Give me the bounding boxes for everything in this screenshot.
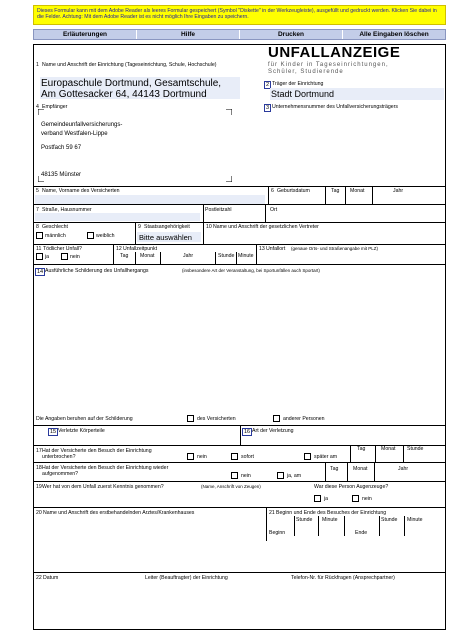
staatsangehoerigkeit-label: Staatsangehörigkeit: [144, 224, 190, 230]
unfallort-hint: (genaue Orts- und Straßenangabe mit PLZ): [291, 246, 379, 251]
maennlich-label: männlich: [45, 233, 66, 239]
maennlich-checkbox[interactable]: [36, 232, 43, 239]
ende-stunde: Stunde: [381, 517, 398, 523]
datum-label: Datum: [43, 575, 59, 581]
form-title: UNFALLANZEIGE: [268, 44, 401, 61]
field-number-8: 8: [36, 224, 39, 230]
geburtsdatum-monat: Monat: [350, 188, 365, 194]
staatsangehoerigkeit-value: Bitte auswählen: [139, 233, 192, 242]
unfallort-label: Unfallort: [266, 246, 286, 252]
geschlecht-label: Geschlecht: [42, 224, 68, 230]
schilderung-versicherter-checkbox[interactable]: [187, 415, 194, 422]
empfaenger-line4: 48135 Münster: [41, 172, 82, 178]
ende-label: Ende: [355, 530, 368, 536]
augenzeuge-ja-label: ja: [324, 496, 329, 502]
wiederaufgenommen-jahr: Jahr: [398, 466, 409, 472]
kenntnis-label: Wer hat von dem Unfall zuerst Kenntnis genommen?: [42, 484, 164, 490]
angaben-beruhen-label: Die Angaben beruhen auf der Schilderung: [36, 416, 133, 422]
empfaenger-label: Empfänger: [42, 104, 68, 110]
empfaenger-line3: Postfach 59 67: [41, 145, 82, 151]
field-number-2: 2: [266, 82, 270, 88]
field-number-5: 5: [36, 188, 39, 194]
schilderung-field[interactable]: [35, 276, 444, 412]
unterbrochen-monat: Monat: [381, 446, 396, 452]
field-number-1: 1: [36, 62, 39, 68]
unterbrochen-spaeter-label: später am: [314, 454, 338, 460]
vertreter-label: Name und Anschrift der gesetzlichen Vertreter: [213, 224, 319, 230]
corner-mark-top-left: [38, 109, 44, 115]
field-number-15: 15: [50, 429, 57, 435]
koerperteile-label: Verletzte Körperteile: [58, 428, 105, 434]
toedlicher-unfall-label: Tödlicher Unfall?: [43, 246, 82, 252]
unterbrochen-label: Hat der Versicherte den Besuch der Einrichtung unterbrochen?: [42, 448, 152, 460]
schilderung-andere-label: anderer Personen: [283, 416, 325, 422]
augenzeuge-nein-checkbox[interactable]: [352, 495, 359, 502]
unterbrochen-tag: Tag: [357, 446, 366, 452]
schilderung-versicherter-label: des Versicherten: [197, 416, 236, 422]
corner-mark-top-right: [226, 109, 232, 115]
field-number-10: 10: [206, 224, 212, 230]
field-number-12: 12: [116, 246, 122, 252]
unterbrochen-nein-checkbox[interactable]: [187, 453, 194, 460]
weiblich-checkbox[interactable]: [87, 232, 94, 239]
verletzungsart-label: Art der Verletzung: [252, 428, 294, 434]
field-number-11: 11: [36, 246, 42, 252]
telefon-label: Telefon-Nr. für Rückfragen (Ansprechpartner): [291, 575, 395, 581]
field-number-13: 13: [259, 246, 265, 252]
field-number-16: 16: [244, 429, 251, 435]
einrichtung-label: Name und Anschrift der Einrichtung (Tageseinrichtung, Schule, Hochschule): [42, 62, 217, 68]
toolbar: [33, 29, 446, 40]
name-field[interactable]: [35, 195, 265, 204]
schilderung-andere-checkbox[interactable]: [273, 415, 280, 422]
beginn-stunde: Stunde: [296, 517, 313, 523]
field-number-7: 7: [36, 207, 39, 213]
weiblich-label: weiblich: [96, 233, 115, 239]
field-number-18: 18: [36, 465, 42, 471]
geburtsdatum-label: Geburtsdatum: [277, 188, 310, 194]
beginn-label: Beginn: [269, 530, 286, 536]
wiederaufgenommen-monat: Monat: [353, 466, 368, 472]
unfallzeitpunkt-label: Unfallzeitpunkt: [123, 246, 158, 252]
field-number-4: 4: [36, 104, 39, 110]
besuchszeit-label: Beginn und Ende des Besuches der Einrichtung: [276, 510, 387, 516]
field-number-9: 9: [138, 224, 141, 230]
notice-text: Dieses Formular kann mit dem Adobe Reader als leeres Formular gespeichert (Symbol "Diskette" in der Werkzeugleiste), ausgefüllt und gedruckt werden. Klicken Sie dabei in die Felder. Achtung: Mit dem Adobe Reader ist es nicht möglich Ihre Eingaben zu speichern.: [37, 8, 437, 20]
toedlich-ja-checkbox[interactable]: [36, 253, 43, 260]
geburtsdatum-jahr: Jahr: [393, 188, 404, 194]
toedlich-nein-checkbox[interactable]: [61, 253, 68, 260]
notice-banner: [33, 5, 446, 25]
strasse-label: Straße, Hausnummer: [42, 207, 92, 213]
drucken-button[interactable]: Drucken: [240, 30, 343, 39]
field-number-22: 22: [36, 575, 42, 581]
wiederaufgenommen-nein-label: nein: [241, 473, 251, 479]
unterbrochen-sofort-label: sofort: [241, 454, 254, 460]
wiederaufgenommen-tag: Tag: [330, 466, 339, 472]
einrichtung-line2: Am Gottesacker 64, 44143 Dortmund: [41, 89, 207, 100]
alle-eingaben-loeschen-button[interactable]: Alle Eingaben löschen: [359, 31, 429, 38]
unternehmensnummer-label: Unternehmensnummer des Unfallversicherungsträgers: [272, 104, 398, 110]
unfallzeit-minute: Minute: [238, 253, 254, 259]
strasse-field[interactable]: [35, 213, 200, 221]
wiederaufgenommen-ja-checkbox[interactable]: [277, 472, 284, 479]
schilderung-hint: (insbesondere Art der Veranstaltung, bei Sportunfällen auch Sportart): [182, 268, 320, 273]
ende-minute: Minute: [407, 517, 423, 523]
wiederaufgenommen-label: Hat der Versicherte den Besuch der Einrichtung wieder aufgenommen?: [42, 465, 169, 477]
field-number-14: 14: [37, 269, 44, 275]
field-number-21: 21: [269, 510, 275, 516]
geburtsdatum-tag: Tag: [331, 188, 340, 194]
corner-mark-bottom-right: [226, 176, 232, 182]
unfallzeit-stunde: Stunde: [218, 253, 235, 259]
wiederaufgenommen-ja-label: ja, am: [287, 473, 302, 479]
field-number-20: 20: [36, 510, 42, 516]
augenzeuge-ja-checkbox[interactable]: [314, 495, 321, 502]
empfaenger-line1: Gemeindeunfallversicherungs-: [41, 122, 123, 128]
empfaenger-line2: verband Westfalen-Lippe: [41, 131, 108, 137]
field-number-6: 6: [271, 188, 274, 194]
unterbrochen-sofort-checkbox[interactable]: [231, 453, 238, 460]
augenzeuge-question: War diese Person Augenzeuge?: [314, 484, 389, 490]
wiederaufgenommen-nein-checkbox[interactable]: [231, 472, 238, 479]
schilderung-label: Ausführliche Schilderung des Unfallhergangs: [45, 268, 149, 274]
traeger-label: Träger der Einrichtung: [272, 81, 324, 87]
leiter-label: Leiter (Beauftragter) der Einrichtung: [145, 575, 228, 581]
corner-mark-bottom-left: [38, 176, 44, 182]
unfallzeit-monat: Monat: [140, 253, 155, 259]
erlaeuterungen-button[interactable]: Erläuterungen: [34, 30, 137, 39]
ort-label: Ort: [270, 207, 278, 213]
toedlich-nein-label: nein: [70, 254, 80, 260]
traeger-value: Stadt Dortmund: [271, 89, 335, 99]
unterbrochen-stunde: Stunde: [407, 446, 424, 452]
unfallzeit-jahr: Jahr: [183, 253, 194, 259]
hilfe-button[interactable]: Hilfe: [137, 30, 240, 39]
einrichtung-line1: Europaschule Dortmund, Gesamtschule,: [41, 78, 222, 89]
unfallzeit-tag: Tag: [120, 253, 129, 259]
toedlich-ja-label: ja: [45, 254, 50, 260]
name-label: Name, Vorname des Versicherten: [42, 188, 120, 194]
field-number-17: 17: [36, 448, 42, 454]
form-subtitle: für Kinder in Tageseinrichtungen, Schüler, Studierende: [268, 62, 389, 75]
unterbrochen-spaeter-checkbox[interactable]: [304, 453, 311, 460]
unterbrochen-nein-label: nein: [197, 454, 207, 460]
field-number-19: 19: [36, 484, 42, 490]
beginn-minute: Minute: [322, 517, 338, 523]
postleitzahl-label: Postleitzahl: [205, 207, 232, 213]
augenzeuge-nein-label: nein: [362, 496, 372, 502]
kenntnis-hint: (Name, Anschrift von Zeugen): [201, 484, 261, 489]
arzt-label: Name und Anschrift des erstbehandelnden Arztes/Krankenhauses: [43, 510, 195, 516]
field-number-3: 3: [266, 105, 270, 111]
